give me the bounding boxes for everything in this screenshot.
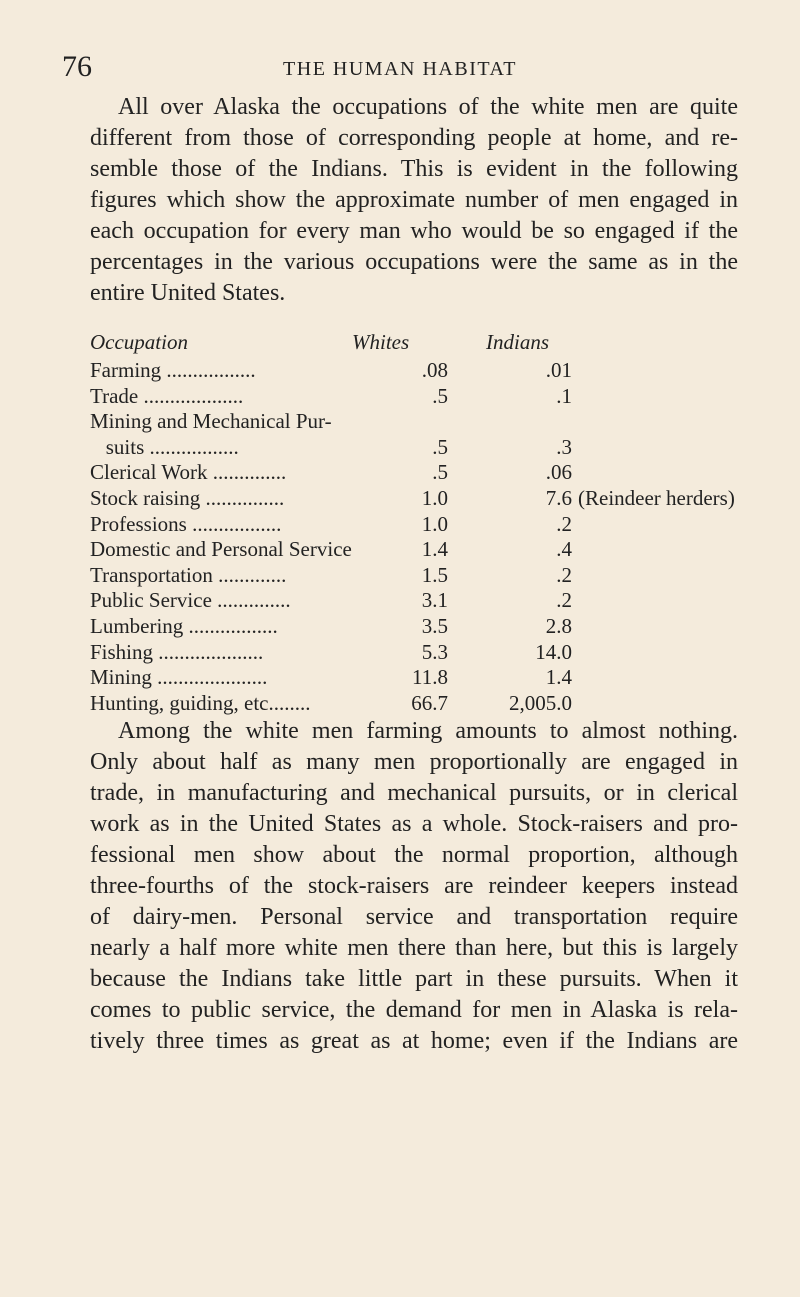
page-header bbox=[62, 50, 738, 86]
whites-cell: 1.0 bbox=[421, 511, 448, 536]
indians-value: 2,005.0 bbox=[509, 690, 572, 715]
occupation-cell: Clerical Work .............. bbox=[90, 460, 287, 485]
indians-cell bbox=[484, 460, 572, 486]
table-row bbox=[90, 614, 770, 640]
occupation-cell: Professions ................. bbox=[90, 511, 282, 536]
text-line: percentages in the various occupations were the same as in the bbox=[90, 249, 738, 275]
occupation-cell: Mining and Mechanical Pur- bbox=[90, 409, 332, 434]
indians-cell bbox=[484, 665, 572, 691]
indians-value: .4 bbox=[556, 537, 572, 562]
indians-cell bbox=[484, 588, 572, 614]
discussion-paragraph bbox=[90, 716, 738, 1057]
text-line: All over Alaska the occupations of the white men are quite bbox=[118, 94, 738, 120]
whites-cell: 5.3 bbox=[421, 639, 448, 664]
text-line: of dairy-men. Personal service and transportation require bbox=[90, 904, 738, 930]
whites-cell: .5 bbox=[432, 383, 448, 408]
column-header-occupation: Occupation bbox=[90, 330, 188, 354]
occupation-cell: Farming ................. bbox=[90, 358, 256, 382]
table-row bbox=[90, 486, 770, 512]
indians-cell bbox=[484, 486, 735, 512]
indians-cell bbox=[484, 409, 572, 435]
text-line: comes to public service, the demand for men in Alaska is rela- bbox=[90, 997, 738, 1023]
indians-cell bbox=[484, 691, 572, 717]
indians-value: .06 bbox=[545, 460, 572, 485]
column-header-whites: Whites bbox=[352, 330, 410, 354]
indians-cell bbox=[484, 384, 572, 410]
whites-cell: 3.5 bbox=[421, 613, 448, 638]
column-header-indians: Indians bbox=[486, 330, 549, 354]
table-row bbox=[90, 691, 770, 717]
indians-cell bbox=[484, 435, 572, 461]
intro-paragraph bbox=[90, 92, 738, 309]
table-row bbox=[90, 384, 770, 410]
table-row bbox=[90, 409, 770, 435]
occupation-cell: Fishing .................... bbox=[90, 639, 264, 664]
text-line: nearly a half more white men there than here, but this is largely bbox=[90, 935, 738, 961]
text-line: entire United States. bbox=[90, 280, 286, 306]
text-line: tively three times as great as at home; even if the Indians are bbox=[90, 1028, 738, 1054]
table-row bbox=[90, 358, 770, 384]
occupation-cell: Domestic and Personal Service bbox=[90, 537, 352, 562]
whites-cell: .5 bbox=[432, 460, 448, 485]
whites-cell: 66.7 bbox=[411, 690, 448, 715]
indians-value: .01 bbox=[545, 358, 572, 382]
table-body bbox=[90, 358, 770, 716]
occupation-cell: Transportation ............. bbox=[90, 562, 287, 587]
whites-cell: .08 bbox=[421, 358, 448, 382]
text-line: three-fourths of the stock-raisers are reindeer keepers instead bbox=[90, 873, 738, 899]
occupation-cell: Mining ..................... bbox=[90, 665, 268, 690]
indians-value: .2 bbox=[556, 511, 572, 536]
occupation-table bbox=[90, 330, 770, 716]
indians-value: .2 bbox=[556, 562, 572, 587]
table-row bbox=[90, 588, 770, 614]
text-line: because the Indians take little part in these pursuits. When it bbox=[90, 966, 738, 992]
indians-value: .3 bbox=[556, 434, 572, 459]
whites-cell: 1.0 bbox=[421, 485, 448, 510]
text-line: each occupation for every man who would be so engaged if the bbox=[90, 218, 738, 244]
occupation-cell: Trade ................... bbox=[90, 383, 244, 408]
indians-note: (Reindeer herders) bbox=[578, 485, 735, 510]
table-row bbox=[90, 640, 770, 666]
whites-cell: .5 bbox=[432, 434, 448, 459]
text-line: fessional men show about the normal proportion, although bbox=[90, 842, 738, 868]
indians-cell bbox=[484, 358, 572, 384]
text-line: semble those of the Indians. This is evident in the following bbox=[90, 156, 738, 182]
table-row bbox=[90, 435, 770, 461]
whites-cell: 3.1 bbox=[421, 588, 448, 613]
indians-value: .1 bbox=[556, 383, 572, 408]
indians-value: 2.8 bbox=[545, 613, 572, 638]
table-row bbox=[90, 512, 770, 538]
indians-value: 14.0 bbox=[535, 639, 572, 664]
table-header bbox=[90, 330, 770, 358]
indians-cell bbox=[484, 512, 572, 538]
text-line: different from those of corresponding people at home, and re- bbox=[90, 125, 738, 151]
whites-cell: 1.5 bbox=[421, 562, 448, 587]
text-line: Among the white men farming amounts to almost nothing. bbox=[118, 718, 738, 744]
text-line: work as in the United States as a whole. Stock-raisers and pro- bbox=[90, 811, 738, 837]
table-row bbox=[90, 665, 770, 691]
occupation-cell: Stock raising ............... bbox=[90, 485, 285, 510]
table-row bbox=[90, 460, 770, 486]
occupation-cell: Lumbering ................. bbox=[90, 613, 278, 638]
indians-cell bbox=[484, 563, 572, 589]
indians-cell bbox=[484, 537, 572, 563]
text-line: figures which show the approximate number of men engaged in bbox=[90, 187, 738, 213]
table-row bbox=[90, 563, 770, 589]
page-number: 76 bbox=[62, 50, 92, 83]
table-row bbox=[90, 537, 770, 563]
indians-value: .2 bbox=[556, 588, 572, 613]
whites-cell: 11.8 bbox=[412, 665, 448, 690]
running-title: THE HUMAN HABITAT bbox=[283, 58, 517, 80]
whites-cell: 1.4 bbox=[421, 537, 448, 562]
text-line: trade, in manufacturing and mechanical pursuits, or in clerical bbox=[90, 780, 738, 806]
indians-value: 7.6 bbox=[545, 485, 572, 510]
occupation-cell: suits ................. bbox=[90, 434, 239, 459]
indians-value: 1.4 bbox=[545, 665, 572, 690]
indians-cell bbox=[484, 640, 572, 666]
occupation-cell: Public Service .............. bbox=[90, 588, 291, 613]
text-line: Only about half as many men proportionally are engaged in bbox=[90, 749, 738, 775]
occupation-cell: Hunting, guiding, etc........ bbox=[90, 690, 311, 715]
indians-cell bbox=[484, 614, 572, 640]
